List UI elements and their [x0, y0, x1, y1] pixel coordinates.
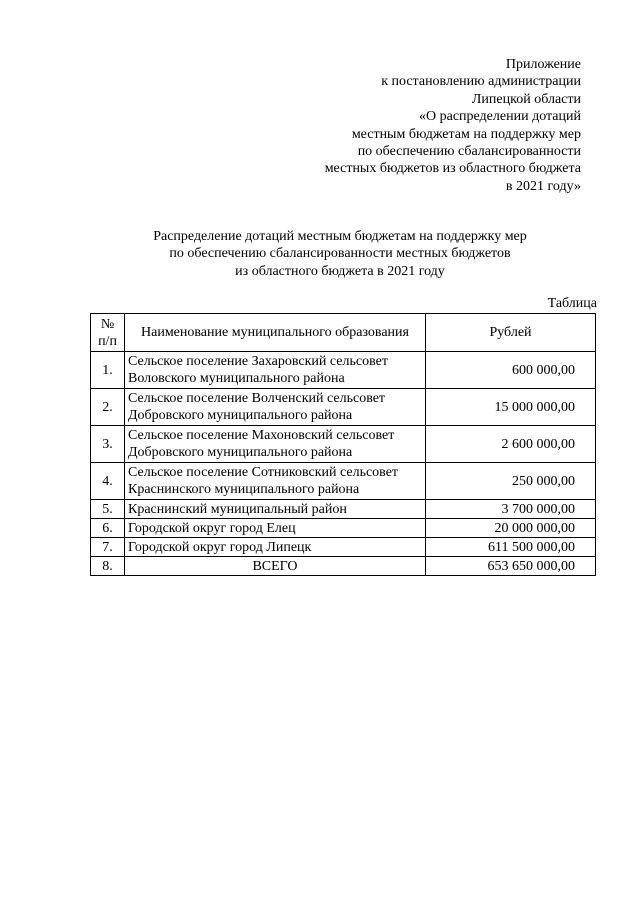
- row-name: Краснинский муниципальный район: [125, 500, 426, 519]
- appendix-line: Приложение: [505, 57, 581, 72]
- appendix-line: Липецкой области: [471, 91, 581, 107]
- appendix-header: [325, 56, 581, 195]
- table-row: [91, 352, 596, 389]
- row-sum: 611 500 000,00: [426, 538, 596, 557]
- table-row: [91, 426, 596, 463]
- row-sum: 20 000 000,00: [426, 519, 596, 538]
- row-num: 5.: [91, 500, 125, 519]
- table-header-row: [91, 314, 596, 352]
- row-sum: 15 000 000,00: [426, 389, 596, 426]
- appendix-line: «О распределении дотаций: [419, 109, 581, 125]
- table-row: [91, 463, 596, 500]
- table-row: [91, 389, 596, 426]
- row-num: 6.: [91, 519, 125, 538]
- title-line: Распределение дотаций местным бюджетам на поддержку мер: [153, 229, 527, 244]
- row-sum-total: 653 650 000,00: [426, 557, 596, 576]
- title-line: из областного бюджета в 2021 году: [235, 263, 445, 279]
- row-name-total: ВСЕГО: [125, 557, 426, 576]
- table-row: [91, 538, 596, 557]
- table-total-row: [91, 557, 596, 576]
- header-num: № п/п: [91, 314, 125, 352]
- title-line: по обеспечению сбалансированности местных бюджетов: [169, 246, 511, 262]
- document-title: [110, 228, 570, 280]
- row-num: 7.: [91, 538, 125, 557]
- row-name: Сельское поселение Захаровский сельсовет Воловского муниципального района: [125, 352, 426, 389]
- row-sum: 600 000,00: [426, 352, 596, 389]
- appendix-line: местных бюджетов из областного бюджета: [324, 161, 581, 177]
- row-num: 8.: [91, 557, 125, 576]
- appendix-line: по обеспечению сбалансированности: [357, 144, 581, 160]
- header-sum: Рублей: [426, 314, 596, 352]
- appendix-line: к постановлению администрации: [381, 74, 581, 90]
- row-sum: 3 700 000,00: [426, 500, 596, 519]
- table-row: [91, 500, 596, 519]
- table-row: [91, 519, 596, 538]
- row-num: 1.: [91, 352, 125, 389]
- header-name: Наименование муниципального образования: [125, 314, 426, 352]
- row-name: Сельское поселение Махоновский сельсовет Добровского муниципального района: [125, 426, 426, 463]
- row-name: Сельское поселение Волченский сельсовет Добровского муниципального района: [125, 389, 426, 426]
- table-label: Таблица: [547, 296, 597, 311]
- row-sum: 2 600 000,00: [426, 426, 596, 463]
- appendix-line: местным бюджетам на поддержку мер: [351, 126, 581, 142]
- row-num: 4.: [91, 463, 125, 500]
- row-name: Городской округ город Липецк: [125, 538, 426, 557]
- row-name: Сельское поселение Сотниковский сельсовет Краснинского муниципального района: [125, 463, 426, 500]
- row-num: 3.: [91, 426, 125, 463]
- subsidy-table: [90, 313, 596, 576]
- row-sum: 250 000,00: [426, 463, 596, 500]
- row-name: Городской округ город Елец: [125, 519, 426, 538]
- appendix-line: в 2021 году»: [505, 178, 581, 194]
- row-num: 2.: [91, 389, 125, 426]
